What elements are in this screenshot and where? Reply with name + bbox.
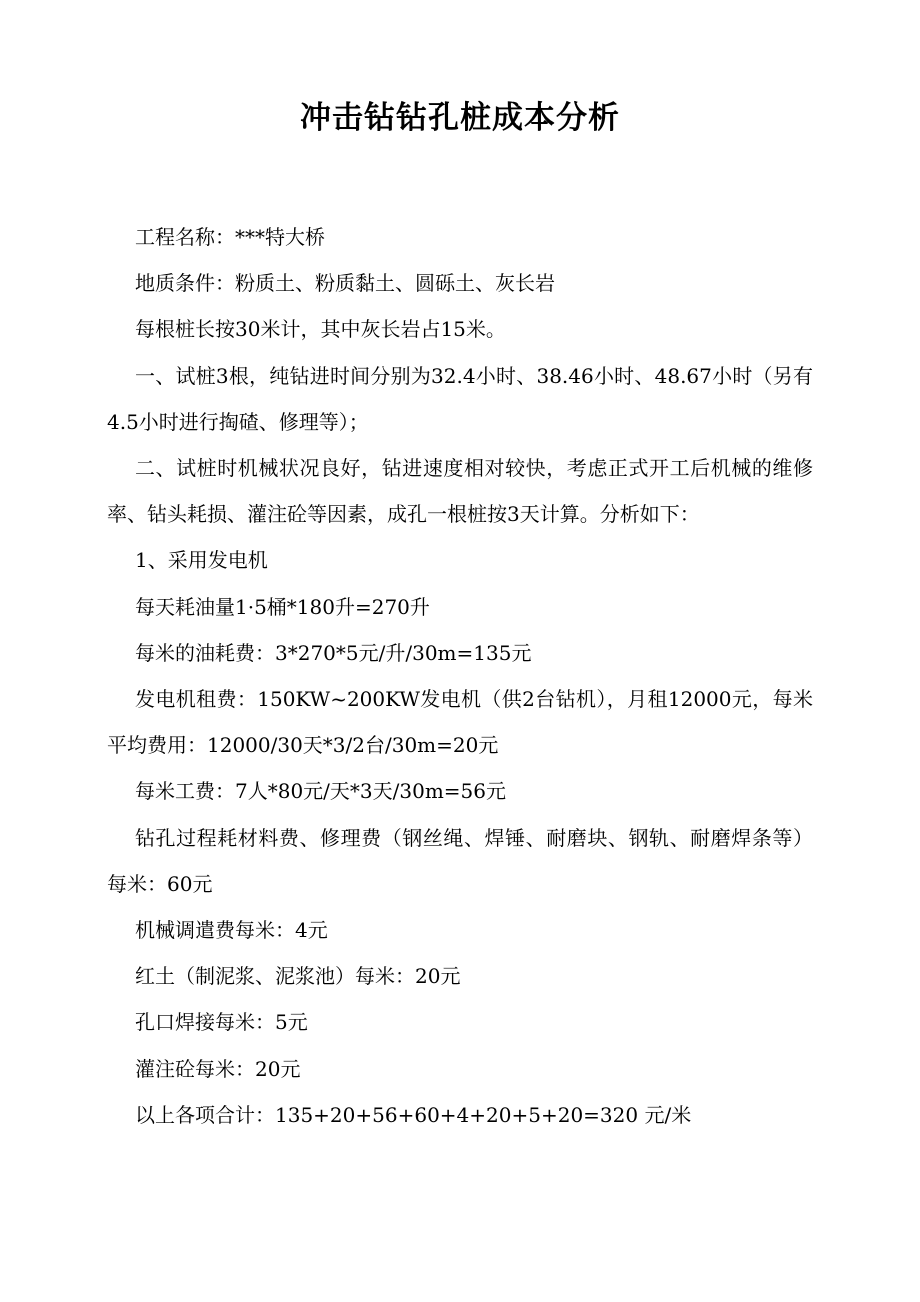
paragraph-welding: 孔口焊接每米：5元 bbox=[135, 1010, 308, 1035]
paragraph-generator-rent: 发电机租费：150KW~200KW发电机（供2台钻机），月租12000元，每米平均费用：12000/30天*3/2台/30m=20元 bbox=[107, 687, 813, 758]
paragraph-fuel-daily: 每天耗油量1·5桶*180升=270升 bbox=[135, 594, 430, 619]
paragraph-fuel-per-meter: 每米的油耗费：3*270*5元/升/30m=135元 bbox=[135, 640, 532, 665]
paragraph-concrete: 灌注砼每米：20元 bbox=[135, 1056, 301, 1081]
paragraph-project-name: 工程名称：***特大桥 bbox=[135, 225, 325, 249]
paragraph-labor: 每米工费：7人*80元/天*3天/30m=56元 bbox=[135, 779, 506, 804]
document-title: 冲击钻钻孔桩成本分析 bbox=[300, 100, 620, 136]
paragraph-trial-piles: 一、试桩3根，纯钻进时间分别为32.4小时、38.46小时、48.67小时（另有4.5小时进行掏碴、修理等）； bbox=[107, 363, 813, 434]
paragraph-generator-heading: 1、采用发电机 bbox=[135, 548, 268, 573]
paragraph-dispatch: 机械调遣费每米：4元 bbox=[135, 918, 328, 943]
paragraph-pile-length: 每根桩长按30米计，其中灰长岩占15米。 bbox=[135, 317, 506, 342]
paragraph-clay: 红土（制泥浆、泥浆池）每米：20元 bbox=[135, 964, 461, 989]
paragraph-materials: 钻孔过程耗材料费、修理费（钢丝绳、焊锤、耐磨块、钢轨、耐磨焊条等）每米：60元 bbox=[107, 825, 813, 896]
paragraph-total: 以上各项合计：135+20+56+60+4+20+5+20=320 元/米 bbox=[135, 1102, 692, 1127]
document-body bbox=[107, 214, 813, 1138]
paragraph-analysis-basis: 二、试桩时机械状况良好，钻进速度相对较快，考虑正式开工后机械的维修率、钻头耗损、灌注砼等因素，成孔一根桩按3天计算。分析如下： bbox=[107, 456, 813, 527]
paragraph-geology: 地质条件：粉质土、粉质黏土、圆砾土、灰长岩 bbox=[135, 271, 555, 296]
